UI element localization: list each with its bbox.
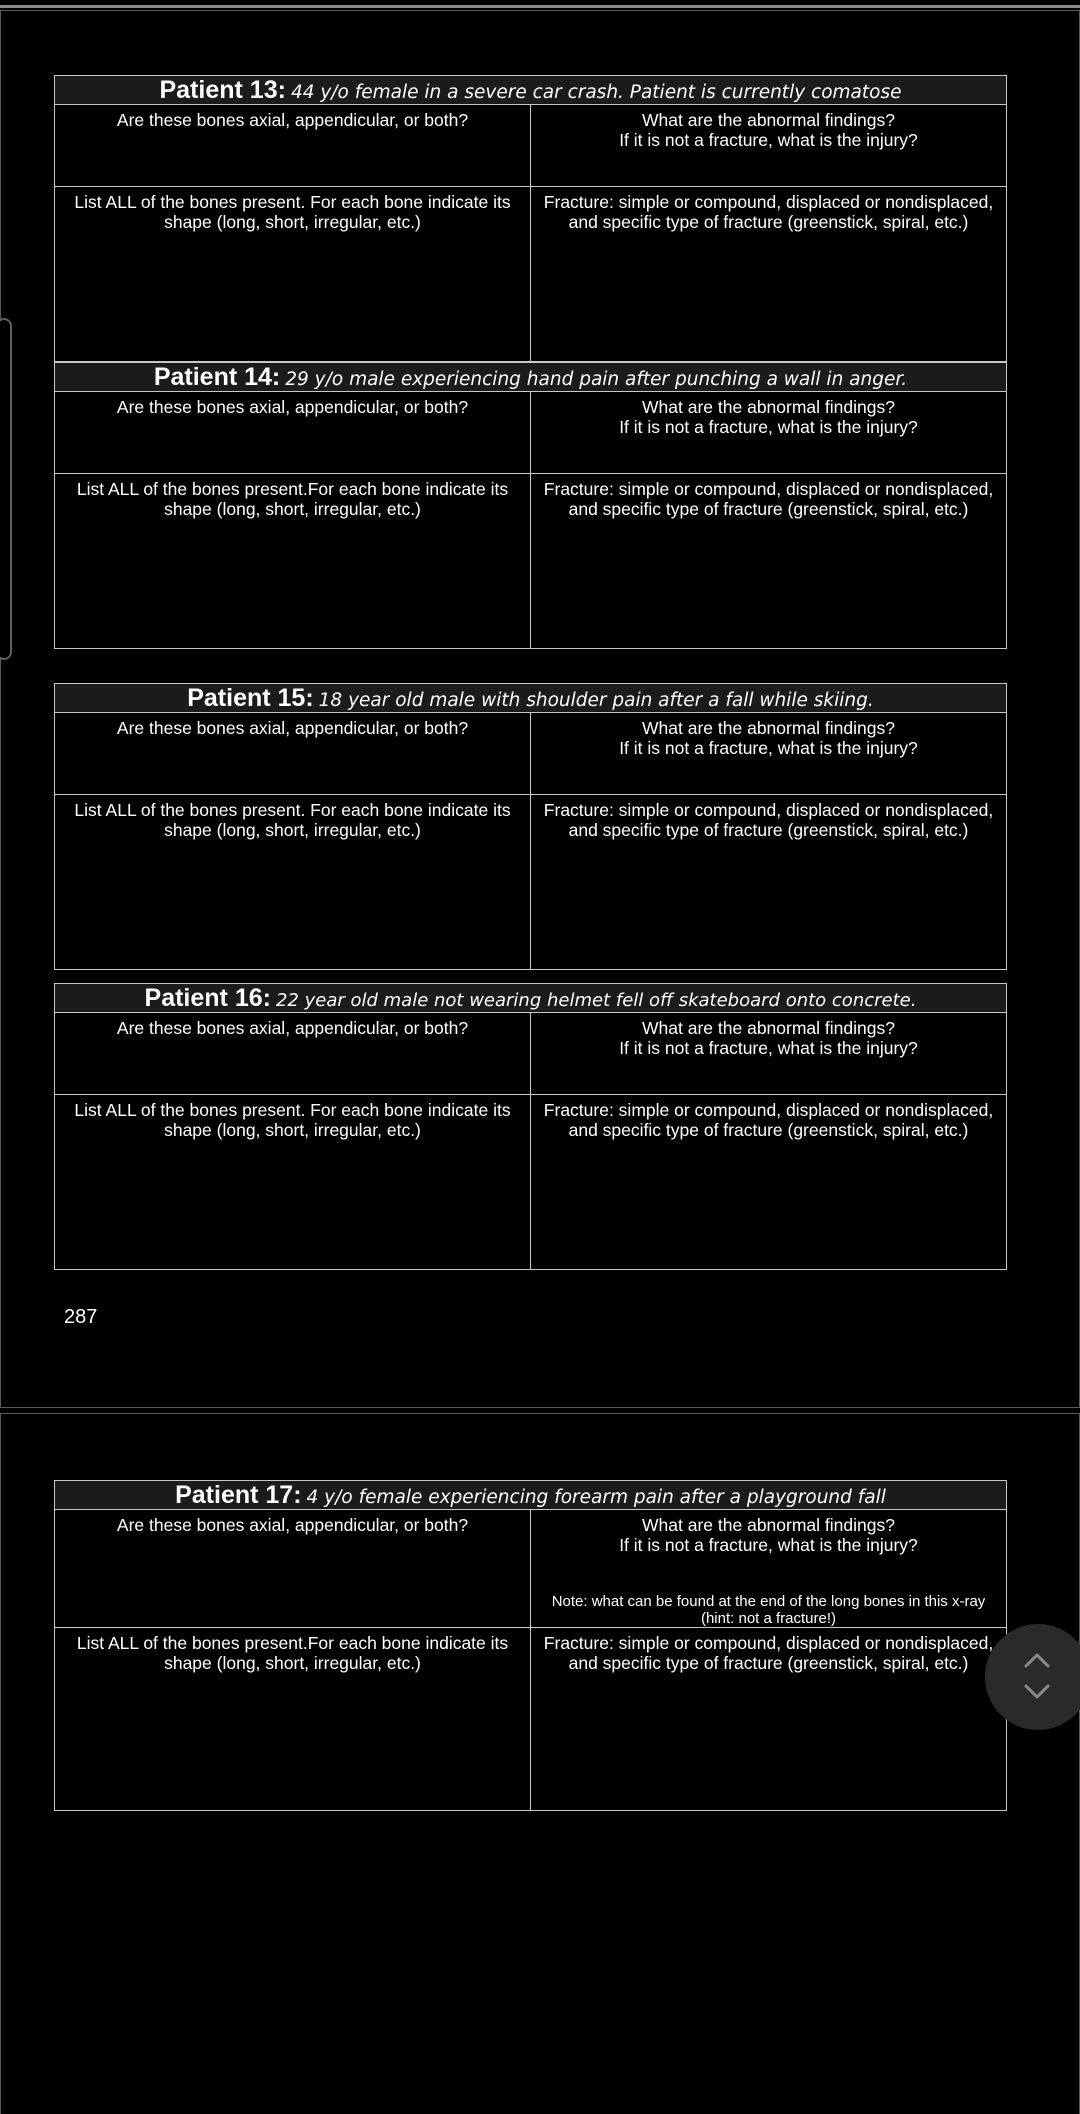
injury-question: If it is not a fracture, what is the injury? — [619, 130, 918, 150]
findings-cell — [531, 1013, 1006, 1095]
fracture-question: Fracture: simple or compound, displaced or nondisplaced, and specific type of fracture (greenstick, spiral, etc.) — [543, 1633, 994, 1673]
patient-label: Patient 16: — [144, 984, 271, 1012]
classification-cell — [55, 1510, 531, 1628]
fracture-question: Fracture: simple or compound, displaced or nondisplaced, and specific type of fracture (greenstick, spiral, etc.) — [543, 479, 994, 519]
patient-description: 29 y/o male experiencing hand pain after punching a wall in anger. — [285, 369, 908, 390]
classification-cell — [55, 713, 531, 795]
classification-question: Are these bones axial, appendicular, or both? — [116, 1515, 469, 1535]
findings-cell — [531, 1510, 1006, 1628]
classification-question: Are these bones axial, appendicular, or both? — [116, 718, 469, 738]
bones-list-question: List ALL of the bones present. For each bone indicate its shape (long, short, irregular, etc.) — [74, 800, 511, 840]
findings-question: What are the abnormal findings? — [642, 718, 895, 738]
patient-label: Patient 15: — [187, 684, 314, 712]
findings-question: What are the abnormal findings? — [642, 1515, 895, 1535]
classification-question: Are these bones axial, appendicular, or both? — [116, 110, 469, 130]
growth-plate-hint: Note: what can be found at the end of the long bones in this x-ray (hint: not a fracture!) — [551, 1593, 986, 1627]
fracture-question: Fracture: simple or compound, displaced or nondisplaced, and specific type of fracture (greenstick, spiral, etc.) — [543, 800, 994, 840]
fracture-cell — [531, 1095, 1006, 1269]
fracture-cell — [531, 795, 1006, 969]
classification-cell — [55, 1013, 531, 1095]
classification-cell — [55, 392, 531, 474]
bones-list-cell — [55, 1095, 531, 1269]
fracture-cell — [531, 1628, 1006, 1810]
chevron-up-icon[interactable] — [1023, 1646, 1051, 1674]
findings-cell — [531, 105, 1006, 187]
patient-14-header — [55, 362, 1006, 392]
injury-question: If it is not a fracture, what is the injury? — [619, 1535, 918, 1555]
classification-question: Are these bones axial, appendicular, or both? — [116, 397, 469, 417]
document-page-288 — [0, 1413, 1080, 2114]
patient-14-table — [54, 362, 1007, 649]
patient-label: Patient 14: — [153, 363, 281, 391]
findings-cell — [531, 392, 1006, 474]
bones-list-question: List ALL of the bones present. For each bone indicate its shape (long, short, irregular, etc.) — [74, 1100, 511, 1140]
classification-cell — [55, 105, 531, 187]
page-scroll-control — [985, 1624, 1080, 1730]
sidebar-drag-handle[interactable] — [0, 318, 12, 660]
patient-17-header — [55, 1481, 1006, 1510]
bones-list-cell — [55, 1628, 531, 1810]
fracture-cell — [531, 187, 1006, 361]
bones-list-question: List ALL of the bones present. For each bone indicate its shape (long, short, irregular, etc.) — [74, 192, 511, 232]
bones-list-question: List ALL of the bones present.For each bone indicate its shape (long, short, irregular, etc.) — [76, 1633, 509, 1673]
bones-list-question: List ALL of the bones present.For each bone indicate its shape (long, short, irregular, etc.) — [76, 479, 509, 519]
patient-label: Patient 17: — [175, 1481, 302, 1509]
patient-description: 18 year old male with shoulder pain after a fall while skiing. — [318, 690, 874, 711]
findings-question: What are the abnormal findings? — [642, 1018, 895, 1038]
patient-16-header — [55, 984, 1006, 1013]
patient-17-table — [54, 1480, 1007, 1811]
patient-13-table — [54, 75, 1007, 362]
patient-15-header — [55, 684, 1006, 713]
document-page-287 — [0, 10, 1080, 1408]
patient-13-header — [55, 76, 1006, 105]
classification-question: Are these bones axial, appendicular, or both? — [116, 1018, 469, 1038]
fracture-question: Fracture: simple or compound, displaced or nondisplaced, and specific type of fracture (greenstick, spiral, etc.) — [543, 192, 994, 232]
fracture-question: Fracture: simple or compound, displaced or nondisplaced, and specific type of fracture (greenstick, spiral, etc.) — [543, 1100, 994, 1140]
bones-list-cell — [55, 795, 531, 969]
findings-question: What are the abnormal findings? — [642, 110, 895, 130]
patient-description: 4 y/o female experiencing forearm pain after a playground fall — [306, 1487, 886, 1508]
injury-question: If it is not a fracture, what is the injury? — [619, 417, 918, 437]
injury-question: If it is not a fracture, what is the injury? — [619, 738, 918, 758]
patient-description: 22 year old male not wearing helmet fell off skateboard onto concrete. — [275, 990, 917, 1011]
injury-question: If it is not a fracture, what is the injury? — [619, 1038, 918, 1058]
chevron-down-icon[interactable] — [1023, 1678, 1051, 1706]
bones-list-cell — [55, 187, 531, 361]
findings-question: What are the abnormal findings? — [642, 397, 895, 417]
viewer-top-divider — [0, 5, 1080, 8]
patient-15-table — [54, 683, 1007, 970]
patient-label: Patient 13: — [159, 76, 286, 104]
page-number: 287 — [64, 1306, 98, 1328]
fracture-cell — [531, 474, 1006, 648]
findings-cell — [531, 713, 1006, 795]
bones-list-cell — [55, 474, 531, 648]
patient-description: 44 y/o female in a severe car crash. Patient is currently comatose — [290, 82, 902, 103]
patient-16-table — [54, 983, 1007, 1270]
